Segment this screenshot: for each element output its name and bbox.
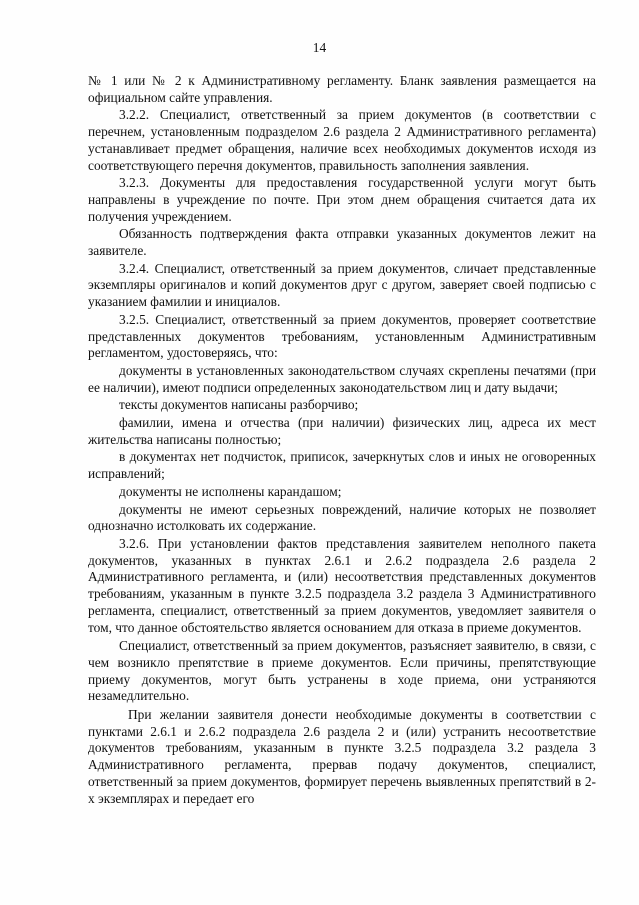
- list-item-damage: документы не имеют серьезных повреждений, наличие которых не позволяет однозначно истолковать их содержание.: [88, 501, 596, 534]
- document-body: [88, 73, 596, 807]
- list-item-corrections: в документах нет подчисток, приписок, зачеркнутых слов и иных не оговоренных исправлений;: [88, 449, 596, 482]
- paragraph-continuation: № 1 или № 2 к Административному регламенту. Бланк заявления размещается на официальном сайте управления.: [88, 73, 596, 105]
- paragraph-explanation: Специалист, ответственный за прием документов, разъясняет заявителю, в связи, с чем возникло препятствие в приеме документов. Если причины, препятствующие приему документов, могут быть устранены в ходе приема, они устраняются незамедлительно.: [88, 638, 596, 704]
- paragraph-3-2-4: 3.2.4. Специалист, ответственный за прием документов, сличает представленные экземпляры оригиналов и копий документов друг с другом, заверяет своей подписью с указанием фамилии и инициалов.: [88, 260, 596, 310]
- page-number: 14: [312, 40, 327, 55]
- paragraph-3-2-6: 3.2.6. При установлении фактов представления заявителем неполного пакета документов, указанных в пунктах 2.6.1 и 2.6.2 подраздела 2.6 раздела 2 Административного регламента, и (или) несоответствия представленных документов требованиям, указанным в пункте 3.2.5 подраздела 3.2 раздела 3 Административного регламента, специалист, ответственный за прием документов, уведомляет заявителя о том, что данное обстоятельство является основанием для отказа в приеме документов.: [88, 535, 596, 635]
- list-item-seals: документы в установленных законодательством случаях скреплены печатями (при ее наличии), имеют подписи определенных законодательством лиц и дату выдачи;: [88, 362, 596, 395]
- list-item-legible: тексты документов написаны разборчиво;: [119, 397, 359, 413]
- paragraph-3-2-5: 3.2.5. Специалист, ответственный за прием документов, проверяет соответствие представленных документов требованиям, установленным Административным регламентом, удостоверяясь, что:: [88, 311, 596, 361]
- paragraph-obligation: Обязанность подтверждения факта отправки указанных документов лежит на заявителе.: [88, 226, 596, 259]
- paragraph-3-2-3: 3.2.3. Документы для предоставления государственной услуги могут быть направлены в учреждение по почте. При этом днем обращения считается дата их получения учреждением.: [88, 175, 596, 224]
- list-item-pencil: документы не исполнены карандашом;: [119, 483, 342, 499]
- paragraph-3-2-2: 3.2.2. Специалист, ответственный за прием документов (в соответствии с перечнем, установленным подразделом 2.6 раздела 2 Административного регламента) устанавливает предмет обращения, наличие всех необходимых документов исходя из соответствующего перечня документов, правильность заполнения заявления.: [88, 107, 596, 173]
- paragraph-obstacles: При желании заявителя донести необходимые документы в соответствии с пунктами 2.6.1 и 2.6.2 подраздела 2.6 раздела 2 и (или) устранить несоответствие документов требованиям, указанным в пункте 3.2.5 подраздела 3.2 раздела 3 Административного регламента, прервав подачу документов, специалист, ответственный за прием документов, формирует перечень выявленных препятствий в 2-х экземплярах и передает его: [88, 707, 596, 806]
- list-item-names: фамилии, имена и отчества (при наличии) физических лиц, адреса их мест жительства написаны полностью;: [88, 415, 596, 447]
